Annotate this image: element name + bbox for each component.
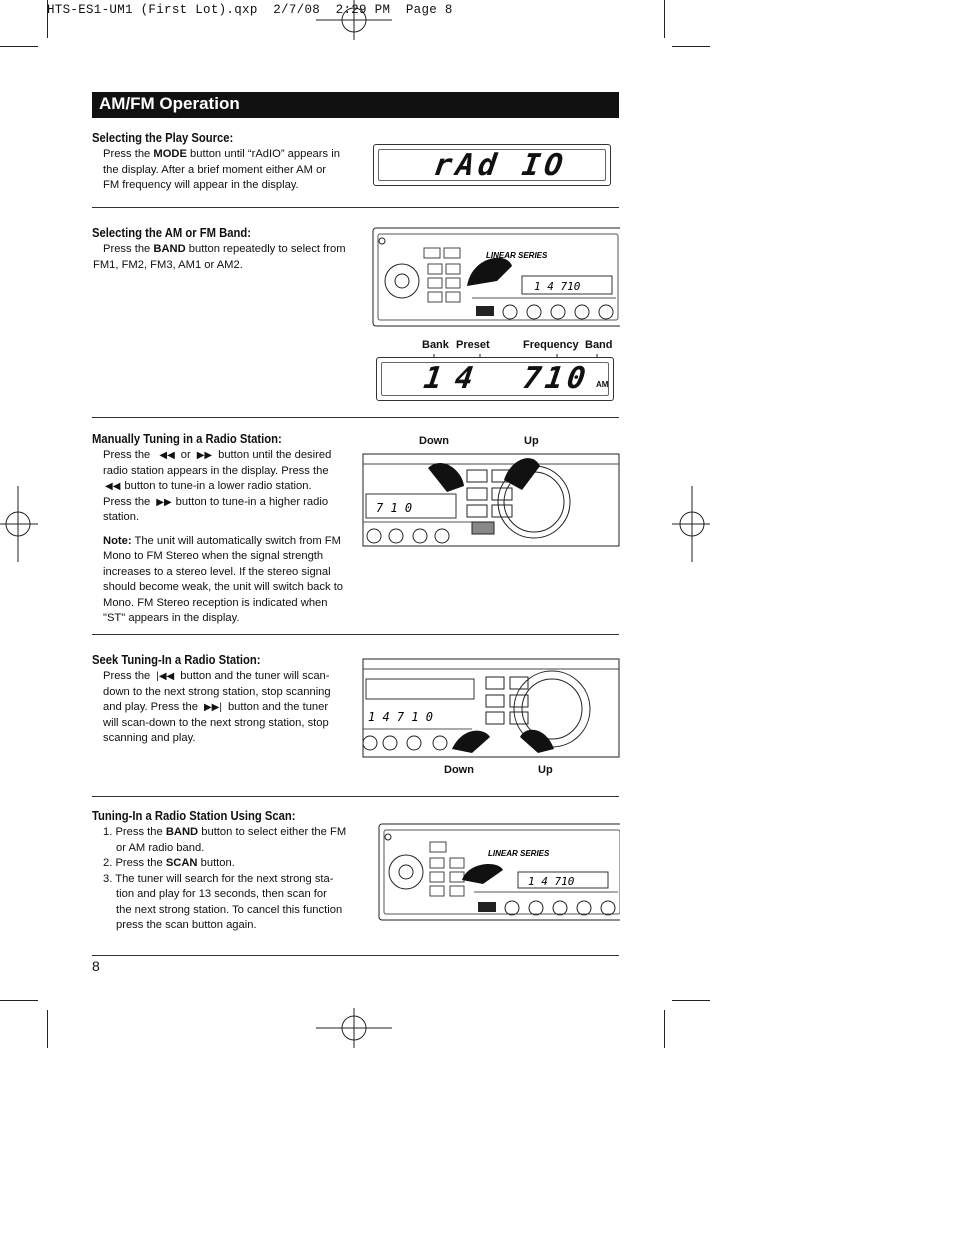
fast-forward-icon: ▶▶ (156, 496, 172, 508)
slug-line: HTS-ES1-UM1 (First Lot).qxp 2/7/08 2:29 PM Page 8 (47, 3, 453, 17)
crop-mark (672, 1000, 710, 1001)
label-up: Up (538, 764, 553, 776)
divider (92, 796, 619, 797)
section-heading-band: Selecting the AM or FM Band: (92, 226, 251, 240)
radio-display-frequency (376, 357, 614, 401)
section-heading-scan-tuning: Tuning-In a Radio Station Using Scan: (92, 809, 296, 823)
svg-text:LINEAR SERIES: LINEAR SERIES (486, 251, 548, 260)
label-up: Up (524, 435, 539, 447)
section-heading-seek-tuning: Seek Tuning-In a Radio Station: (92, 653, 261, 667)
section-body-manual-tuning: Press the ◀◀ or ▶▶ button until the desired radio station appears in the display. Press the ◀◀ button to tune-in a lower radio station. Press the ▶▶ button to tune-in a higher radio station. Note: The unit will automatically switch from FM Mono to FM Stereo when the signal strength increases to a stereo level. If the stereo signal should become weak, the unit will switch back to Mono. FM Stereo reception is indicated when "ST" appears in the display. (103, 449, 344, 624)
seek-down-icon: |◀◀ (156, 671, 175, 682)
display-text: rAd IO (431, 148, 569, 183)
label-bank: Bank (422, 339, 449, 351)
radio-faceplate-illustration (372, 226, 620, 328)
rewind-icon: ◀◀ (159, 450, 175, 461)
registration-mark-bottom (316, 1008, 396, 1052)
divider (92, 955, 619, 956)
page-number: 8 (92, 958, 100, 974)
crop-mark (47, 1010, 48, 1048)
section-heading-manual-tuning: Manually Tuning in a Radio Station: (92, 432, 282, 446)
section-body-seek-tuning: Press the |◀◀ button and the tuner will scan- down to the next strong station, stop scanning and play. Press the ▶▶| button and the tuner will scan-down to the next strong station, stop scanning and play. (103, 670, 331, 744)
divider (92, 207, 619, 208)
svg-text:1 4 710: 1 4 710 (534, 280, 581, 293)
section-body-band: Press the BAND button repeatedly to select from FM1, FM2, FM3, AM1 or AM2. (93, 243, 346, 271)
registration-mark-left (0, 486, 40, 562)
section-body-play-source: Press the MODE button until “rAdIO” appears in the display. After a brief moment either AM or FM frequency will appear in the display. (103, 148, 340, 191)
crop-mark (0, 46, 38, 47)
seek-up-icon: ▶▶| (203, 702, 222, 713)
display-band: AM (596, 380, 609, 389)
svg-text:1 4 710: 1 4 710 (528, 875, 575, 888)
fast-forward-icon: ▶▶ (196, 450, 213, 461)
radio-display-source (373, 144, 611, 186)
label-down: Down (444, 764, 474, 776)
svg-text:1 4 7 1 0: 1 4 7 1 0 (368, 710, 434, 724)
label-frequency: Frequency (523, 339, 579, 351)
crop-mark (664, 0, 665, 38)
radio-tuning-illustration (362, 450, 620, 550)
crop-mark (672, 46, 710, 47)
label-down: Down (419, 435, 449, 447)
radio-scan-illustration (378, 822, 620, 922)
crop-mark (664, 1010, 665, 1048)
label-preset: Preset (456, 339, 490, 351)
section-body-scan-tuning: 1. Press the BAND button to select either the FM or AM radio band. 2. Press the SCAN button. 3. The tuner will search for the next strong sta- tion and play for 13 seconds, then scan for the next strong station. To cancel this function press the scan button again. (103, 826, 347, 931)
registration-mark-right (672, 486, 712, 562)
svg-text:7 1 0: 7 1 0 (376, 501, 413, 515)
display-preset: 4 (452, 361, 480, 396)
page-banner (92, 92, 619, 118)
divider (92, 634, 619, 635)
display-frequency: 710 (520, 361, 592, 396)
label-band: Band (585, 339, 613, 351)
banner-title: AM/FM Operation (99, 94, 240, 113)
crop-mark (0, 1000, 38, 1001)
display-bank: 1 (421, 361, 449, 396)
rewind-icon: ◀◀ (105, 481, 121, 492)
divider (92, 417, 619, 418)
radio-seek-illustration (362, 657, 620, 761)
svg-text:LINEAR SERIES: LINEAR SERIES (488, 849, 550, 858)
section-heading-play-source: Selecting the Play Source: (92, 131, 234, 145)
